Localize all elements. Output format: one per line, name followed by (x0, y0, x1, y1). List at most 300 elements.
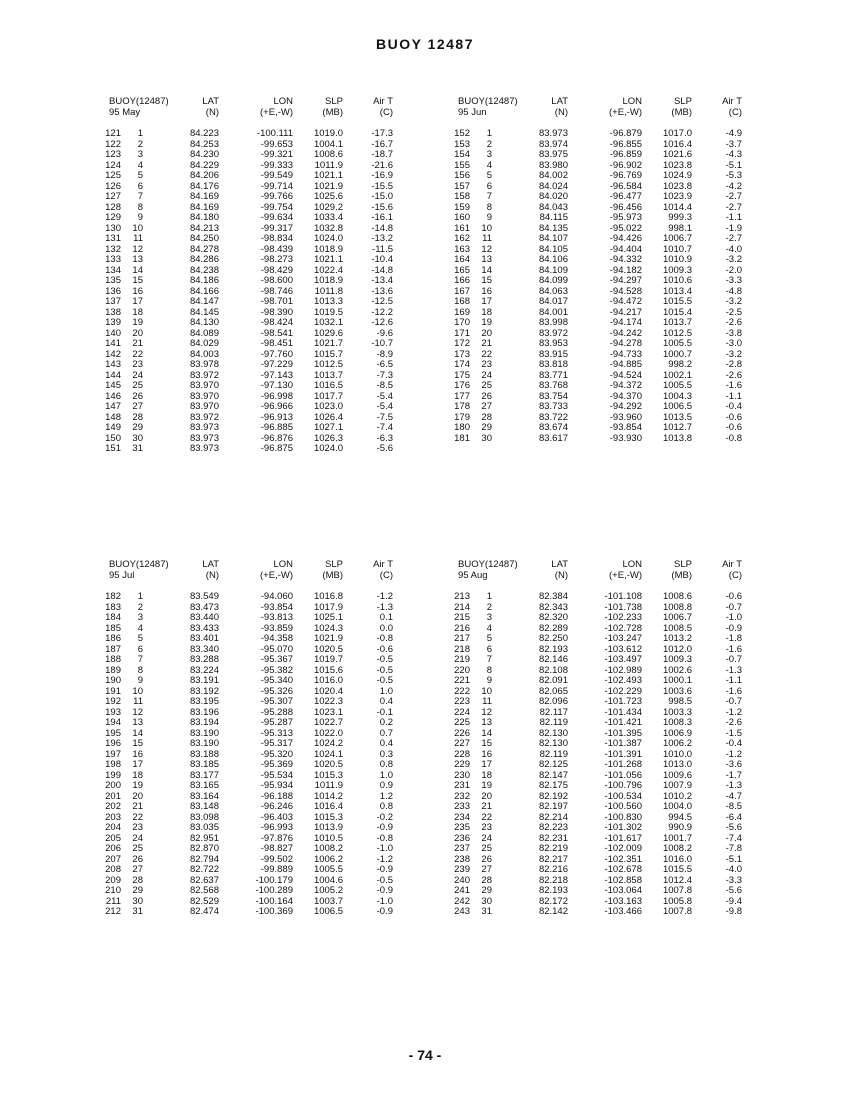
cell-slp: 1021.9 (313, 633, 343, 644)
cell-air-temp: -1.1 (725, 212, 742, 223)
cell-lat: 84.176 (189, 180, 219, 192)
cell-lat: 83.970 (189, 401, 219, 412)
cell-slp: 1008.2 (313, 843, 343, 854)
cell-day-of-year: 146 (105, 390, 121, 402)
cell-day: 9 (486, 212, 492, 223)
header-lat: LAT (551, 96, 568, 107)
header-lat: LAT (551, 559, 568, 570)
cell-lat: 83.164 (189, 790, 219, 802)
cell-lon: -98.273 (260, 254, 293, 265)
cell-day: 6 (137, 180, 143, 192)
cell-slp: 1016.5 (313, 380, 343, 391)
cell-lon: -103.612 (604, 643, 642, 655)
header-month: 95 Jun (458, 106, 487, 118)
cell-lon: -98.541 (260, 327, 293, 339)
cell-lat: 84.169 (189, 191, 219, 202)
cell-lat: 83.194 (189, 717, 219, 728)
cell-day-of-year: 242 (454, 895, 470, 907)
cell-slp: 1017.0 (662, 128, 692, 139)
cell-day: 18 (481, 769, 492, 781)
header-airt: Air T (722, 96, 742, 107)
cell-day: 2 (137, 138, 143, 150)
header-month: 95 May (109, 106, 141, 118)
cell-lon: -100.560 (604, 801, 642, 812)
cell-day: 29 (132, 885, 143, 896)
cell-slp: 1029.6 (313, 327, 343, 339)
cell-slp: 1008.3 (662, 717, 692, 728)
header-slp-unit: (MB) (322, 569, 343, 581)
cell-day-of-year: 228 (454, 748, 470, 760)
cell-day-of-year: 212 (105, 906, 121, 917)
cell-day-of-year: 195 (105, 727, 121, 739)
cell-day: 17 (132, 759, 143, 770)
cell-lon: -98.451 (260, 338, 293, 349)
cell-slp: 1020.4 (313, 685, 343, 697)
cell-lat: 83.818 (538, 359, 568, 370)
cell-lon: -100.289 (255, 885, 293, 896)
cell-day-of-year: 186 (105, 633, 121, 644)
cell-day: 9 (137, 212, 143, 223)
cell-day-of-year: 177 (454, 390, 470, 402)
cell-lon: -94.217 (609, 306, 642, 318)
cell-lon: -94.182 (609, 264, 642, 276)
cell-day: 23 (481, 359, 492, 370)
cell-lat: 83.401 (189, 633, 219, 644)
header-slp-unit: (MB) (671, 106, 692, 118)
cell-air-temp: -0.6 (725, 422, 742, 433)
cell-lat: 82.147 (538, 769, 568, 781)
cell-day: 9 (486, 675, 492, 686)
cell-lat: 83.190 (189, 727, 219, 739)
cell-lon: -99.714 (260, 180, 293, 192)
cell-day-of-year: 236 (454, 832, 470, 844)
cell-lat: 82.216 (538, 864, 568, 875)
cell-day: 11 (482, 233, 492, 244)
header-slp: SLP (674, 96, 692, 107)
cell-day: 26 (132, 390, 143, 402)
cell-day: 26 (132, 853, 143, 865)
cell-lon: -94.060 (260, 591, 293, 602)
cell-day-of-year: 215 (454, 612, 470, 623)
cell-air-temp: -0.1 (376, 706, 393, 718)
cell-slp: 1005.2 (313, 885, 343, 896)
cell-slp: 1016.8 (313, 591, 343, 602)
cell-slp: 1013.4 (662, 285, 692, 297)
cell-air-temp: -1.1 (725, 390, 742, 402)
cell-lat: 84.135 (538, 222, 568, 234)
cell-air-temp: -7.4 (725, 832, 742, 844)
cell-day-of-year: 183 (105, 601, 121, 613)
cell-slp: 1016.0 (662, 853, 692, 865)
cell-day: 25 (481, 843, 492, 854)
cell-day-of-year: 237 (454, 843, 470, 854)
cell-air-temp: -2.8 (725, 359, 742, 370)
cell-lon: -99.321 (260, 149, 293, 160)
cell-day: 18 (481, 306, 492, 318)
cell-day-of-year: 206 (105, 843, 121, 854)
cell-lat: 83.972 (538, 327, 568, 339)
cell-slp: 994.5 (668, 811, 692, 823)
cell-lat: 83.188 (189, 748, 219, 760)
cell-slp: 1023.1 (313, 706, 343, 718)
cell-day-of-year: 193 (105, 706, 121, 718)
cell-day-of-year: 190 (105, 675, 121, 686)
header-slp-unit: (MB) (322, 106, 343, 118)
cell-day: 7 (137, 654, 143, 665)
cell-air-temp: -3.6 (725, 759, 742, 770)
cell-day: 6 (486, 180, 492, 192)
cell-lat: 83.549 (189, 591, 219, 602)
cell-day-of-year: 138 (105, 306, 121, 318)
cell-day-of-year: 135 (105, 275, 121, 286)
cell-day-of-year: 123 (105, 149, 121, 160)
cell-lat: 84.002 (538, 170, 568, 181)
header-lon-unit: (+E,-W) (609, 106, 642, 118)
cell-day-of-year: 151 (105, 443, 121, 454)
cell-lon: -95.534 (260, 769, 293, 781)
cell-day: 18 (132, 306, 143, 318)
cell-day-of-year: 185 (105, 622, 121, 634)
cell-lat: 84.230 (189, 149, 219, 160)
cell-air-temp: 0.2 (379, 717, 393, 728)
cell-day: 20 (481, 790, 492, 802)
cell-day-of-year: 188 (105, 654, 121, 665)
cell-lat: 83.196 (189, 706, 219, 718)
cell-slp: 1021.9 (313, 180, 343, 192)
cell-slp: 1033.4 (313, 212, 343, 223)
cell-day-of-year: 153 (454, 138, 470, 150)
cell-lon: -95.934 (260, 780, 293, 791)
cell-lon: -96.913 (260, 411, 293, 423)
cell-day-of-year: 192 (105, 696, 121, 707)
cell-slp: 1023.8 (662, 180, 692, 192)
cell-lon: -93.859 (260, 622, 293, 634)
cell-air-temp: -13.6 (371, 285, 393, 297)
cell-air-temp: -5.6 (725, 822, 742, 833)
cell-day-of-year: 167 (454, 285, 470, 297)
cell-air-temp: -17.3 (371, 128, 393, 139)
header-slp: SLP (325, 96, 343, 107)
cell-slp: 1000.1 (662, 675, 692, 686)
cell-slp: 1006.2 (662, 738, 692, 749)
cell-lon: -101.056 (604, 769, 642, 781)
cell-lon: -95.307 (260, 696, 293, 707)
cell-lon: -99.766 (260, 191, 293, 202)
cell-slp: 1008.6 (662, 591, 692, 602)
cell-air-temp: -0.9 (376, 906, 393, 917)
cell-lon: -102.351 (604, 853, 642, 865)
cell-day: 25 (132, 380, 143, 391)
cell-lon: -95.367 (260, 654, 293, 665)
cell-air-temp: -0.6 (376, 643, 393, 655)
header-buoy: BUOY(12487) (109, 559, 169, 570)
cell-day-of-year: 142 (105, 348, 121, 360)
cell-day: 29 (481, 422, 492, 433)
cell-air-temp: -1.1 (725, 675, 742, 686)
cell-air-temp: -0.8 (725, 432, 742, 444)
cell-slp: 1021.1 (313, 170, 343, 181)
cell-slp: 1024.1 (313, 748, 343, 760)
header-buoy: BUOY(12487) (458, 559, 518, 570)
cell-lat: 83.288 (189, 654, 219, 665)
cell-day: 5 (486, 633, 492, 644)
cell-air-temp: -6.4 (725, 811, 742, 823)
cell-lat: 82.119 (539, 717, 568, 728)
cell-slp: 1005.5 (313, 864, 343, 875)
cell-lon: -94.332 (609, 254, 642, 265)
cell-slp: 1007.9 (662, 780, 692, 791)
cell-day-of-year: 121 (105, 128, 121, 139)
cell-day-of-year: 175 (454, 369, 470, 381)
cell-air-temp: -15.6 (371, 201, 393, 213)
cell-air-temp: -14.8 (371, 264, 393, 276)
cell-air-temp: -6.3 (376, 432, 393, 444)
cell-air-temp: -4.8 (725, 285, 742, 297)
cell-lat: 82.794 (189, 853, 219, 865)
cell-air-temp: -3.0 (725, 338, 742, 349)
cell-slp: 1015.7 (313, 348, 343, 360)
cell-day-of-year: 174 (454, 359, 470, 370)
cell-day: 28 (132, 411, 143, 423)
cell-air-temp: -2.6 (725, 317, 742, 328)
cell-day-of-year: 224 (454, 706, 470, 718)
cell-day-of-year: 150 (105, 432, 121, 444)
cell-day: 10 (481, 685, 492, 697)
cell-lon: -97.760 (260, 348, 293, 360)
cell-air-temp: -0.7 (725, 601, 742, 613)
cell-day-of-year: 152 (454, 128, 470, 139)
cell-air-temp: -4.0 (725, 243, 742, 255)
cell-lat: 83.674 (538, 422, 568, 433)
cell-lat: 83.733 (538, 401, 568, 412)
cell-day: 2 (137, 601, 143, 613)
cell-day: 3 (486, 149, 492, 160)
cell-day-of-year: 172 (454, 338, 470, 349)
cell-air-temp: -2.6 (725, 369, 742, 381)
page-title: BUOY 12487 (375, 36, 474, 52)
cell-lat: 82.172 (538, 895, 568, 907)
cell-day: 30 (481, 895, 492, 907)
cell-slp: 1006.7 (662, 233, 692, 244)
cell-air-temp: -4.2 (725, 180, 742, 192)
cell-slp: 1022.0 (313, 727, 343, 739)
cell-air-temp: -1.5 (725, 727, 742, 739)
cell-lat: 83.998 (538, 317, 568, 328)
cell-air-temp: -0.8 (376, 832, 393, 844)
cell-slp: 1006.5 (662, 401, 692, 412)
cell-day: 29 (132, 422, 143, 433)
cell-lat: 83.970 (189, 390, 219, 402)
cell-slp: 1013.0 (662, 759, 692, 770)
cell-day: 24 (481, 369, 492, 381)
cell-air-temp: -0.9 (725, 622, 742, 634)
cell-day-of-year: 208 (105, 864, 121, 875)
cell-slp: 1013.5 (662, 411, 692, 423)
cell-slp: 1014.2 (313, 790, 343, 802)
cell-lat: 82.193 (538, 885, 568, 896)
cell-air-temp: -3.3 (725, 874, 742, 886)
cell-lat: 83.974 (538, 138, 568, 150)
cell-air-temp: -21.6 (371, 159, 393, 171)
cell-lon: -96.875 (260, 443, 293, 454)
cell-lat: 84.089 (189, 327, 219, 339)
cell-slp: 1010.0 (662, 748, 692, 760)
cell-day: 11 (133, 696, 143, 707)
header-lon: LON (273, 96, 293, 107)
cell-air-temp: -10.4 (371, 254, 393, 265)
cell-day-of-year: 238 (454, 853, 470, 865)
header-airt: Air T (373, 559, 393, 570)
cell-slp: 1005.5 (662, 338, 692, 349)
cell-slp: 1009.3 (662, 654, 692, 665)
cell-day-of-year: 129 (105, 212, 121, 223)
cell-lon: -102.229 (604, 685, 642, 697)
cell-air-temp: 0.0 (379, 622, 393, 634)
cell-lon: -94.885 (609, 359, 642, 370)
cell-day: 22 (481, 811, 492, 823)
cell-slp: 1008.8 (662, 601, 692, 613)
cell-air-temp: -4.3 (725, 149, 742, 160)
cell-day: 31 (132, 906, 143, 917)
cell-slp: 1023.0 (313, 401, 343, 412)
cell-lat: 83.970 (189, 380, 219, 391)
header-lon-unit: (+E,-W) (609, 569, 642, 581)
cell-air-temp: -0.5 (376, 874, 393, 886)
cell-day-of-year: 217 (454, 633, 470, 644)
cell-air-temp: -2.6 (725, 717, 742, 728)
cell-lon: -93.930 (609, 432, 642, 444)
cell-day: 6 (486, 643, 492, 655)
cell-air-temp: -4.9 (725, 128, 742, 139)
header-lat-unit: (N) (205, 569, 219, 581)
cell-lon: -95.340 (260, 675, 293, 686)
cell-day: 7 (486, 191, 492, 202)
cell-air-temp: -3.2 (725, 254, 742, 265)
cell-air-temp: -12.5 (371, 296, 393, 307)
cell-lon: -96.456 (609, 201, 642, 213)
cell-lon: -94.404 (609, 243, 642, 255)
cell-lon: -96.246 (260, 801, 293, 812)
cell-day-of-year: 241 (454, 885, 470, 896)
cell-day: 18 (132, 769, 143, 781)
cell-lon: -96.769 (609, 170, 642, 181)
cell-slp: 1015.6 (313, 664, 343, 676)
cell-lat: 82.218 (538, 874, 568, 886)
cell-day: 23 (481, 822, 492, 833)
cell-day: 2 (486, 601, 492, 613)
header-airt-unit: (C) (379, 106, 393, 118)
cell-day-of-year: 178 (454, 401, 470, 412)
cell-day-of-year: 124 (105, 159, 121, 171)
cell-air-temp: 0.7 (379, 727, 393, 739)
cell-lat: 82.117 (539, 706, 568, 718)
cell-day: 14 (481, 264, 492, 276)
cell-day-of-year: 196 (105, 738, 121, 749)
cell-slp: 1012.4 (662, 874, 692, 886)
cell-day: 22 (132, 348, 143, 360)
cell-air-temp: -5.4 (376, 390, 393, 402)
cell-lat: 84.223 (189, 128, 219, 139)
cell-slp: 1005.5 (662, 380, 692, 391)
cell-day-of-year: 164 (454, 254, 470, 265)
cell-air-temp: -1.0 (376, 843, 393, 854)
cell-lat: 83.973 (189, 432, 219, 444)
cell-lon: -98.600 (260, 275, 293, 286)
cell-day-of-year: 225 (454, 717, 470, 728)
cell-air-temp: -7.8 (725, 843, 742, 854)
cell-slp: 1022.4 (313, 264, 343, 276)
cell-slp: 1016.4 (313, 801, 343, 812)
header-airt: Air T (373, 96, 393, 107)
cell-lat: 82.637 (189, 874, 219, 886)
cell-day: 3 (486, 612, 492, 623)
cell-slp: 1010.6 (662, 275, 692, 286)
cell-day: 1 (137, 591, 143, 602)
cell-air-temp: -0.5 (376, 654, 393, 665)
cell-day: 12 (132, 706, 143, 718)
cell-air-temp: -6.5 (376, 359, 393, 370)
cell-slp: 1032.1 (313, 317, 343, 328)
header-buoy: BUOY(12487) (458, 96, 518, 107)
cell-day: 24 (132, 369, 143, 381)
cell-lon: -103.064 (604, 885, 642, 896)
cell-air-temp: -10.7 (371, 338, 393, 349)
cell-day-of-year: 234 (454, 811, 470, 823)
cell-day-of-year: 239 (454, 864, 470, 875)
cell-slp: 1022.3 (313, 696, 343, 707)
cell-air-temp: 0.8 (379, 801, 393, 812)
cell-air-temp: -8.9 (376, 348, 393, 360)
cell-day-of-year: 163 (454, 243, 470, 255)
cell-day-of-year: 203 (105, 811, 121, 823)
cell-air-temp: -13.4 (371, 275, 393, 286)
cell-lon: -99.634 (260, 212, 293, 223)
cell-day-of-year: 166 (454, 275, 470, 286)
cell-air-temp: -1.7 (725, 769, 742, 781)
cell-day: 31 (132, 443, 143, 454)
cell-day-of-year: 240 (454, 874, 470, 886)
cell-lat: 84.206 (189, 170, 219, 181)
cell-slp: 1006.2 (313, 853, 343, 865)
cell-lat: 82.193 (538, 643, 568, 655)
cell-lat: 84.106 (538, 254, 568, 265)
cell-air-temp: -8.5 (725, 801, 742, 812)
cell-lon: -96.477 (609, 191, 642, 202)
cell-lat: 84.105 (538, 243, 568, 255)
cell-lat: 84.109 (538, 264, 568, 276)
cell-lon: -94.733 (609, 348, 642, 360)
cell-lat: 82.125 (538, 759, 568, 770)
cell-day: 12 (481, 243, 492, 255)
cell-day: 19 (481, 317, 492, 328)
cell-lon: -103.247 (604, 633, 642, 644)
cell-air-temp: -1.2 (725, 706, 742, 718)
cell-day: 8 (486, 664, 492, 676)
cell-air-temp: -16.7 (371, 138, 393, 150)
cell-air-temp: -2.0 (725, 264, 742, 276)
cell-slp: 1006.7 (662, 612, 692, 623)
cell-air-temp: -2.7 (725, 233, 742, 244)
cell-slp: 1010.7 (662, 243, 692, 255)
cell-day: 28 (481, 411, 492, 423)
cell-slp: 1005.8 (662, 895, 692, 907)
header-lon: LON (273, 559, 293, 570)
cell-lat: 83.177 (189, 769, 219, 781)
cell-slp: 1019.7 (313, 654, 343, 665)
cell-day: 25 (132, 843, 143, 854)
cell-air-temp: -5.6 (376, 443, 393, 454)
cell-lon: -100.534 (604, 790, 642, 802)
